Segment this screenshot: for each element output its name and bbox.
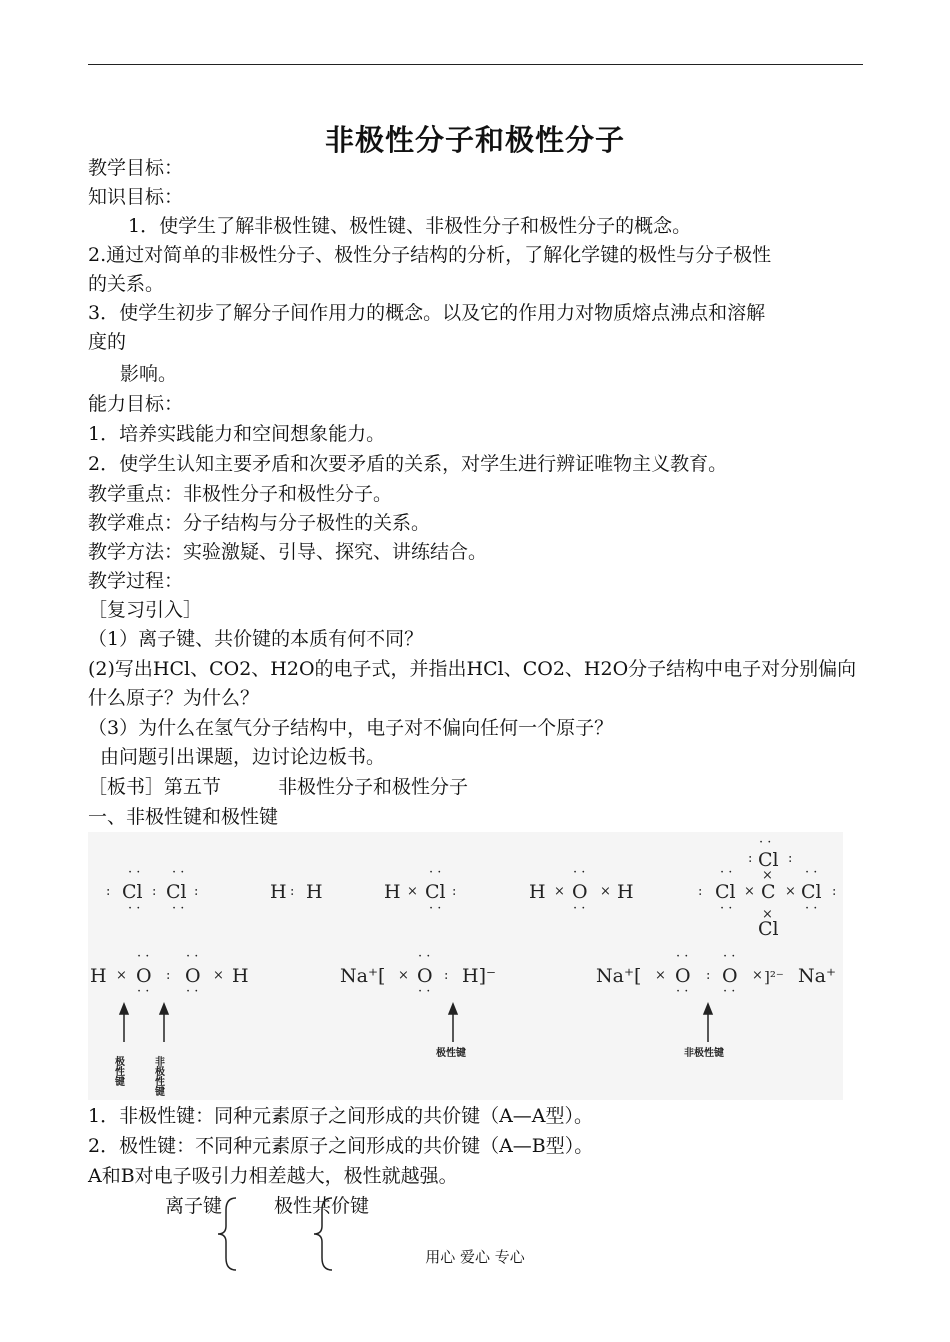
svg-text::: :	[832, 884, 837, 899]
formula-fragment: Na⁺[	[340, 965, 386, 987]
svg-text:· ·: · ·	[418, 949, 431, 964]
svg-text:×: ×	[213, 968, 224, 983]
svg-text::: :	[788, 851, 793, 866]
text-line: ［板书］第五节 非极性分子和极性分子	[88, 776, 469, 798]
atom-o: O	[417, 965, 433, 987]
svg-text:×: ×	[762, 868, 773, 883]
text-line: 2．极性键：不同种元素原子之间形成的共价键（A—B型）。	[88, 1135, 594, 1157]
svg-text:· ·: · ·	[723, 949, 736, 964]
atom-cl: Cl	[122, 881, 143, 903]
svg-text:· ·: · ·	[172, 865, 185, 880]
formula-fragment: Na⁺	[798, 965, 836, 987]
text-line: 3．使学生初步了解分子间作用力的概念。以及它的作用力对物质熔点沸点和溶解	[88, 302, 766, 324]
atom-cl: Cl	[758, 918, 779, 940]
svg-text:· ·: · ·	[573, 901, 586, 916]
formula-fragment: H]⁻	[462, 965, 497, 987]
svg-text:· ·: · ·	[137, 949, 150, 964]
label-polar-bond: 极性键	[112, 1056, 124, 1086]
atom-h: H	[270, 881, 287, 903]
text-line: A和B对电子吸引力相差越大，极性就越强。	[88, 1165, 458, 1187]
text-line: 影响。	[120, 363, 178, 385]
formula-fragment: Na⁺[	[596, 965, 642, 987]
svg-text:×: ×	[407, 884, 418, 899]
label-nonpolar-bond: 非极性键	[152, 1056, 164, 1096]
text-line: (2)写出HCl、CO2、H2O的电子式，并指出HCl、CO2、H2O分子结构中电子对分别偏向	[88, 658, 857, 680]
svg-text:· ·: · ·	[418, 984, 431, 999]
svg-text::: :	[444, 968, 449, 983]
svg-text:· ·: · ·	[186, 949, 199, 964]
atom-cl: Cl	[758, 849, 779, 871]
svg-text:×: ×	[762, 907, 773, 922]
svg-text:×: ×	[116, 968, 127, 983]
label-polar-covalent-bond: 极性共价键	[274, 1195, 370, 1217]
page-title: 非极性分子和极性分子	[324, 123, 625, 157]
svg-text:· ·: · ·	[723, 984, 736, 999]
atom-h: H	[529, 881, 546, 903]
svg-text::: :	[452, 884, 457, 899]
atom-cl: Cl	[166, 881, 187, 903]
svg-text:· ·: · ·	[186, 984, 199, 999]
label-ionic-bond: 离子键	[165, 1195, 223, 1217]
text-line: 教学目标：	[88, 157, 184, 179]
svg-text:· ·: · ·	[429, 901, 442, 916]
text-line: 一、非极性键和极性键	[88, 806, 279, 828]
svg-text:· ·: · ·	[429, 865, 442, 880]
text-line: 由问题引出课题，边讨论边板书。	[100, 746, 386, 768]
svg-text::: :	[194, 884, 199, 899]
label-nonpolar-bond: 非极性键	[684, 1048, 724, 1059]
svg-text:· ·: · ·	[128, 901, 141, 916]
svg-text:×: ×	[554, 884, 565, 899]
svg-text:×: ×	[398, 968, 409, 983]
text-line: 1．使学生了解非极性键、极性键、非极性分子和极性分子的概念。	[128, 215, 692, 237]
atom-h: H	[90, 965, 107, 987]
svg-text:×: ×	[600, 884, 611, 899]
svg-text:· ·: · ·	[805, 865, 818, 880]
svg-text:· ·: · ·	[720, 901, 733, 916]
electron-formula-figure	[88, 832, 843, 1100]
svg-text::: :	[748, 851, 753, 866]
atom-h: H	[617, 881, 634, 903]
svg-text:· ·: · ·	[128, 865, 141, 880]
atom-cl: Cl	[425, 881, 446, 903]
svg-text:· ·: · ·	[172, 901, 185, 916]
text-line: ［复习引入］	[88, 599, 203, 621]
svg-text:· ·: · ·	[676, 984, 689, 999]
text-line: 1．非极性键：同种元素原子之间形成的共价键（A—A型）。	[88, 1105, 594, 1127]
atom-h: H	[384, 881, 401, 903]
text-line: 2.通过对简单的非极性分子、极性分子结构的分析，了解化学键的极性与分子极性	[88, 244, 772, 266]
atom-o: O	[722, 965, 738, 987]
svg-text::: :	[106, 884, 111, 899]
svg-text::: :	[698, 884, 703, 899]
text-line: 能力目标：	[88, 393, 184, 415]
text-line: 1．培养实践能力和空间想象能力。	[88, 423, 386, 445]
svg-text:×: ×	[655, 968, 666, 983]
svg-text:· ·: · ·	[720, 865, 733, 880]
atom-h: H	[232, 965, 249, 987]
text-line: （3）为什么在氢气分子结构中，电子对不偏向任何一个原子？	[88, 717, 614, 739]
text-line: 的关系。	[88, 273, 165, 295]
atom-o: O	[572, 881, 588, 903]
text-line: 教学方法：实验激疑、引导、探究、讲练结合。	[88, 541, 488, 563]
svg-text:· ·: · ·	[759, 835, 772, 850]
svg-text:×: ×	[744, 884, 755, 899]
atom-o: O	[185, 965, 201, 987]
svg-text::: :	[706, 968, 711, 983]
atom-c: C	[761, 881, 776, 903]
text-line: 教学重点：非极性分子和极性分子。	[88, 483, 393, 505]
atom-cl: Cl	[715, 881, 736, 903]
atom-h: H	[306, 881, 323, 903]
svg-text::: :	[152, 884, 157, 899]
formula-fragment: ]²⁻	[764, 968, 784, 986]
text-line: 度的	[88, 331, 127, 353]
text-line: 什么原子？为什么？	[88, 687, 260, 709]
svg-text::: :	[290, 884, 295, 899]
svg-text:· ·: · ·	[137, 984, 150, 999]
label-polar-bond: 极性键	[436, 1048, 466, 1059]
header-rule	[88, 64, 863, 65]
svg-text:×: ×	[752, 968, 763, 983]
svg-text:×: ×	[785, 884, 796, 899]
text-line: 知识目标：	[88, 186, 184, 208]
page-footer: 用心 爱心 专心	[425, 1248, 525, 1266]
atom-cl: Cl	[801, 881, 822, 903]
svg-text:· ·: · ·	[573, 865, 586, 880]
svg-text:· ·: · ·	[676, 949, 689, 964]
text-line: 教学难点：分子结构与分子极性的关系。	[88, 512, 431, 534]
svg-text::: :	[166, 968, 171, 983]
text-line: 教学过程：	[88, 570, 184, 592]
svg-text:· ·: · ·	[805, 901, 818, 916]
text-line: （1）离子键、共价键的本质有何不同？	[88, 628, 424, 650]
atom-o: O	[675, 965, 691, 987]
text-line: 2．使学生认知主要矛盾和次要矛盾的关系，对学生进行辨证唯物主义教育。	[88, 453, 728, 475]
atom-o: O	[136, 965, 152, 987]
